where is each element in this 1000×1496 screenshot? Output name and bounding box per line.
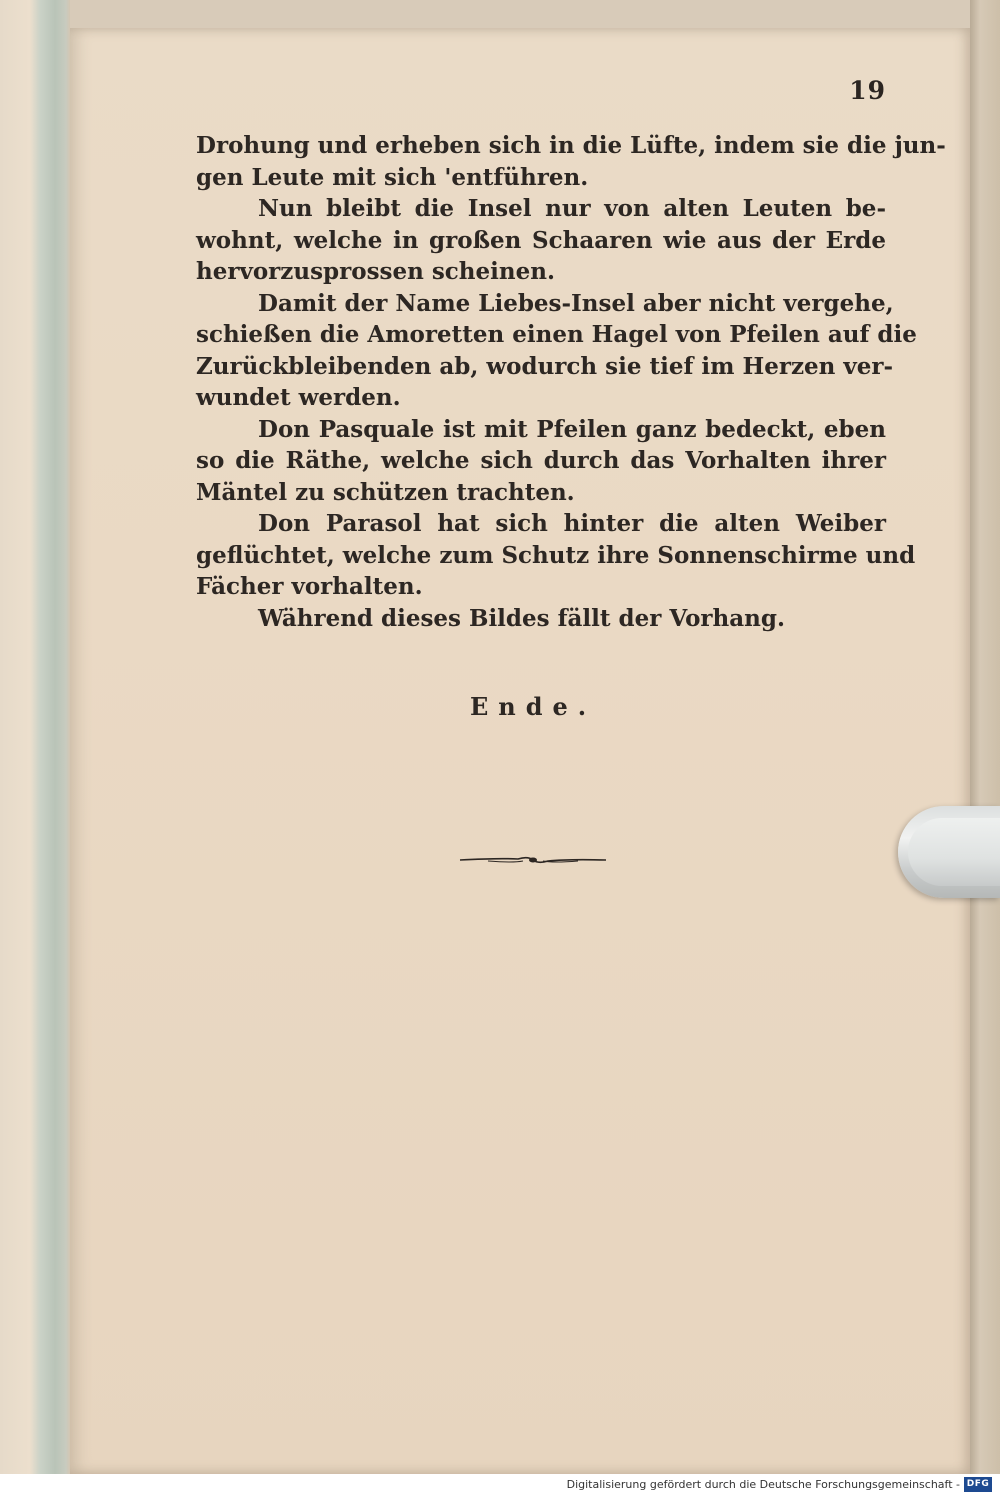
plastic-clip [898,806,1000,898]
text-line: Don Pasquale ist mit Pfeilen ganz bedeckt, eben [258,415,886,443]
text-line: Don Parasol hat sich hinter die alten Weiber [258,510,886,537]
footer-bar [0,1474,1000,1496]
footer-credit: Digitalisierung gefördert durch die Deutsche Forschungsgemeinschaft - [566,1478,960,1491]
ornament-divider [458,850,608,870]
ende-heading: Ende. [470,692,597,721]
text-line: wohnt, welche in großen Schaaren wie aus der Erde [196,226,886,254]
text-line: Damit der Name Liebes-Insel aber nicht vergehe, [258,289,894,317]
page-text [196,130,946,634]
page-edge-right [970,0,1000,1474]
text-line: Während dieses Bildes fällt der Vorhang. [258,604,785,632]
text-line: so die Räthe, welche sich durch das Vorhalten ihrer [196,447,886,474]
text-line: Zurückbleibenden ab, wodurch sie tief im Herzen ver- [196,352,894,380]
page-number: 19 [849,76,886,105]
text-line: Mäntel zu schützen trachten. [196,478,575,506]
text-line: Nun bleibt die Insel nur von alten Leuten be- [258,195,886,222]
text-line: Drohung und erheben sich in die Lüfte, indem sie die jun- [196,132,946,159]
text-line: geflüchtet, welche zum Schutz ihre Sonnenschirme und [196,541,916,569]
text-line: Fächer vorhalten. [196,573,423,600]
text-line: hervorzusprossen scheinen. [196,258,555,285]
text-line: schießen die Amoretten einen Hagel von Pfeilen auf die [196,321,917,348]
dfg-logo[interactable]: DFG [964,1477,992,1492]
text-line: gen Leute mit sich 'entführen. [196,163,589,191]
previous-page-edge [0,0,70,1474]
text-line: wundet werden. [196,384,401,411]
plastic-clip-highlight [908,818,1000,886]
